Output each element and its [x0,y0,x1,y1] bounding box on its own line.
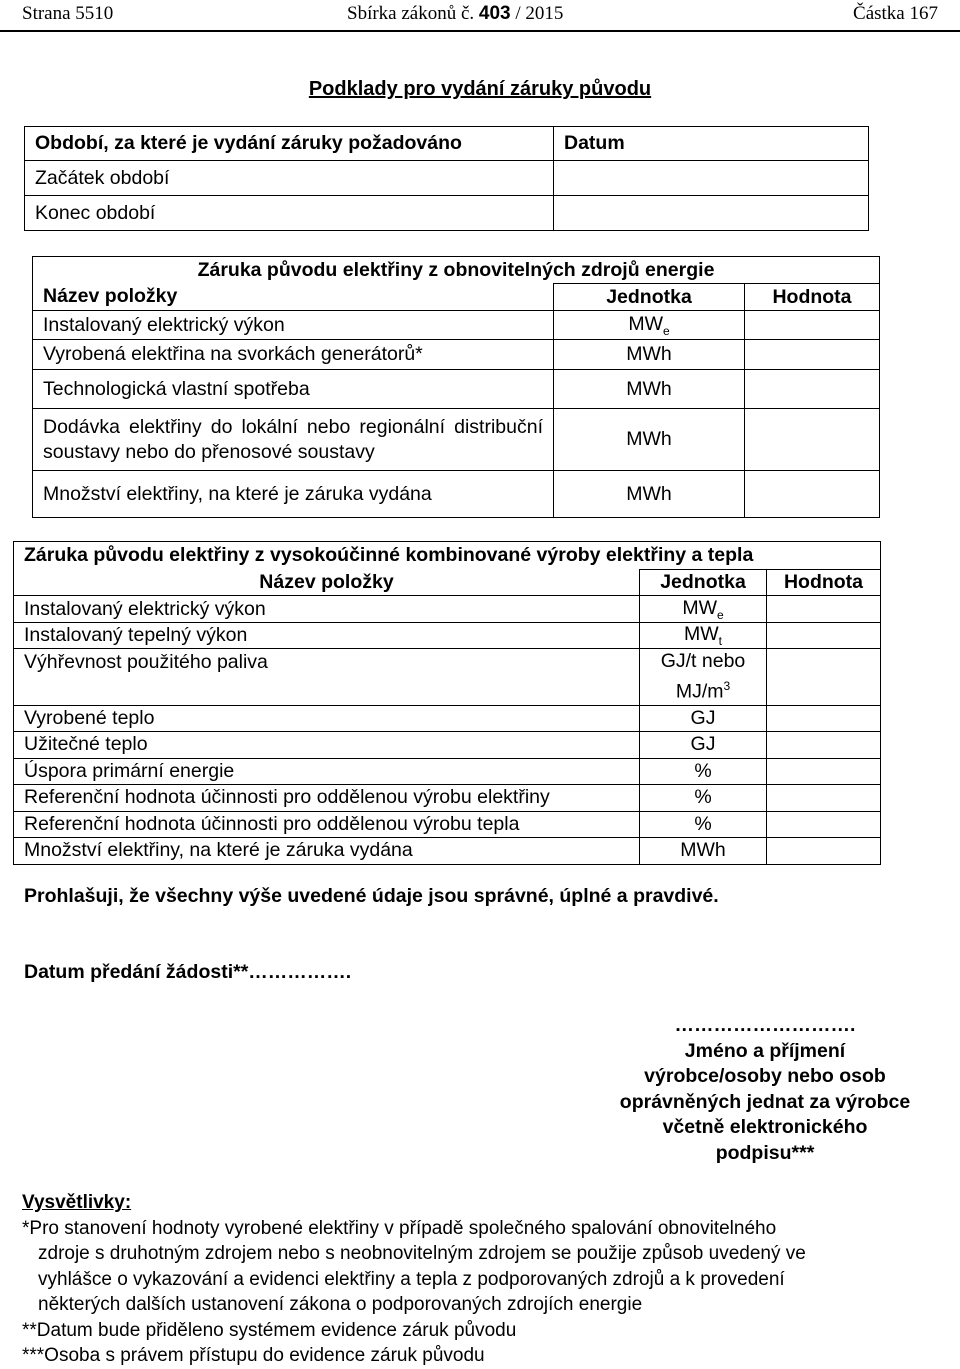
period-end-value[interactable] [554,196,869,231]
renewable-title: Záruka původu elektřiny z obnovitelných zdrojů energie [33,257,880,284]
renewable-row-label: Vyrobená elektřina na svorkách generátorů* [33,340,554,370]
date-heading: Datum [554,127,869,161]
renewable-row-label: Dodávka elektřiny do lokální nebo regionální distribuční soustavy nebo do přenosové soustavy [33,409,554,471]
chp-title: Záruka původu elektřiny z vysokoúčinné kombinované výroby elektřiny a tepla [14,542,881,570]
chp-col-unit: Jednotka [640,570,767,596]
note-text: *Pro stanovení hodnoty vyrobené elektřiny v případě společného spalování obnovitelného [22,1217,777,1239]
chp-row-unit: MWh [640,837,767,864]
chp-row-unit: GJ [640,731,767,758]
law-number: 403 [478,3,511,24]
chp-row-unit: % [640,811,767,837]
page-header [0,0,960,34]
chp-row-label: Referenční hodnota účinnosti pro oddělenou výrobu tepla [14,811,640,837]
period-table [24,126,869,231]
chp-row-value[interactable] [767,649,881,706]
chp-row-label: Vyrobené teplo [14,705,640,731]
page-number: Strana 5510 [22,3,114,24]
signature-caption: oprávněných jednat za výrobce [619,1090,911,1113]
signature-line[interactable]: ………………………. [674,1014,856,1036]
signature-caption: výrobce/osoby nebo osob [644,1065,886,1087]
period-end-label: Konec období [25,196,554,231]
chp-row-value[interactable] [767,784,881,811]
renewable-col-value: Hodnota [745,284,880,311]
signature-block [595,1013,935,1166]
chp-col-value: Hodnota [767,570,881,596]
chp-row-value[interactable] [767,596,881,623]
renewable-row-unit: MWh [554,370,745,409]
note-item [22,1216,942,1318]
chp-row-unit: $MW_t$ [640,623,767,649]
renewable-table [32,256,880,518]
period-start-value[interactable] [554,161,869,196]
signature-caption: včetně elektronického [662,1116,868,1138]
chp-row-value[interactable] [767,837,881,864]
chp-row-value[interactable] [767,623,881,649]
renewable-row-value[interactable] [745,409,880,471]
renewable-row-value[interactable] [745,340,880,370]
signature-caption: Jméno a příjmení [684,1039,846,1062]
chp-table [13,541,881,865]
chp-col-name: Název položky [14,570,640,596]
chp-row-unit: $MW_e$ [640,596,767,623]
renewable-row-label: Instalovaný elektrický výkon [33,311,554,340]
note-text: některých dalších ustanovení zákona o podporovaných zdrojích energie [38,1294,643,1315]
period-heading: Období, za které je vydání záruky požadováno [25,127,554,161]
document-title: Podklady pro vydání záruky původu [308,78,652,100]
chp-row-value[interactable] [767,811,881,837]
renewable-row-value[interactable] [745,471,880,518]
chp-row-unit: % [640,784,767,811]
renewable-row-unit: MWh [554,409,745,471]
note-text: zdroje s druhotným zdrojem nebo s neobnovitelným zdrojem se použije způsob uvedený ve [38,1243,806,1264]
renewable-row-value[interactable] [745,311,880,340]
period-start-label: Začátek období [25,161,554,196]
collection-prefix: Sbírka zákonů č. [347,3,475,24]
renewable-row-value[interactable] [745,370,880,409]
renewable-col-unit: Jednotka [554,284,745,311]
law-year: / 2015 [515,3,564,24]
note-text: vyhlášce o vykazování a evidenci elektřiny a tepla z podporovaných zdrojů a k provedení [38,1268,785,1290]
chp-row-value[interactable] [767,731,881,758]
chp-row-label: Úspora primární energie [14,758,640,784]
collection-title [347,3,563,25]
chp-row-label: Množství elektřiny, na které je záruka vydána [14,837,640,864]
chp-row-label: Instalovaný tepelný výkon [14,623,640,649]
chp-row-unit: GJ/t nebo $MJ/m^3$ [640,649,767,706]
chp-row-value[interactable] [767,758,881,784]
chp-row-label: Instalovaný elektrický výkon [14,596,640,623]
renewable-row-unit: $MW_e$ [554,311,745,340]
signature-caption: podpisu*** [715,1141,815,1164]
submission-date: Datum předání žádosti**……………. [24,961,352,983]
chp-row-label: Referenční hodnota účinnosti pro oddělenou výrobu elektřiny [14,784,640,811]
notes-heading: Vysvětlivky: [22,1192,132,1213]
declaration: Prohlašuji, že všechny výše uvedené údaje jsou správné, úplné a pravdivé. [24,885,719,907]
note-item: **Datum bude přiděleno systémem evidence záruk původu [22,1319,517,1341]
renewable-row-label: Technologická vlastní spotřeba [33,370,554,409]
part-number: Částka 167 [853,3,938,24]
chp-row-label: Výhřevnost použitého paliva [14,649,640,706]
chp-row-value[interactable] [767,705,881,731]
chp-row-label: Užitečné teplo [14,731,640,758]
renewable-row-unit: MWh [554,471,745,518]
chp-row-unit: % [640,758,767,784]
renewable-col-name: Název položky [33,284,554,311]
note-item: ***Osoba s právem přístupu do evidence záruk původu [22,1345,485,1366]
renewable-row-label: Množství elektřiny, na které je záruka vydána [33,471,554,518]
header-divider [0,30,960,32]
renewable-row-unit: MWh [554,340,745,370]
notes-section [22,1190,942,1369]
chp-row-unit: GJ [640,705,767,731]
